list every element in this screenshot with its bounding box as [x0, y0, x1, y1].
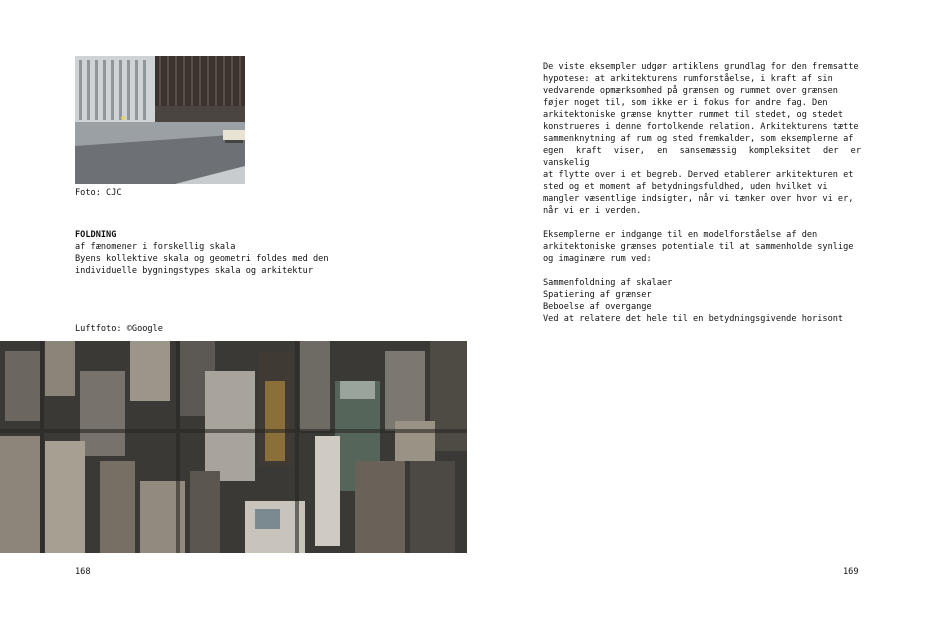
text-line: sted og et moment af betydningsfuldhed, uden hvilket vi [543, 182, 828, 192]
list-item: Sammenfoldning af skalaer [543, 278, 673, 288]
list-item: Ved at relatere det hele til en betydningsgivende horisont [543, 314, 844, 324]
section-subheading: af fænomener i forskellig skala [75, 242, 236, 252]
text-line: egen kraft viser, en sansemæssig kompleksitet der er vanskelig [543, 146, 861, 168]
list-item: Beboelse af overgange [543, 302, 652, 312]
aerial-photo [0, 341, 467, 553]
text-line: og imaginære rum ved: [543, 254, 652, 264]
text-line: arkitektoniske grænse knytter rummet til stedet, og stedet [543, 110, 844, 120]
section-heading: FOLDNING [75, 230, 117, 240]
folding-section [75, 229, 375, 277]
street-photo [75, 56, 245, 184]
text-line: føjer noget til, som ikke er i fokus for andre fag. Den [543, 98, 828, 108]
page-number-left: 168 [75, 567, 91, 577]
list [543, 277, 861, 325]
photo-caption: Foto: CJC [75, 188, 122, 198]
aerial-caption: Luftfoto: ©Google [75, 324, 163, 334]
text-line: at flytte over i et begreb. Derved etablerer arkitekturen et [543, 170, 854, 180]
text-line: hypotese: at arkitekturens rumforståelse, i kraft af sin [543, 74, 833, 84]
list-item: Spatiering af grænser [543, 290, 652, 300]
body-text [543, 61, 861, 325]
text-line: når vi er i verden. [543, 206, 642, 216]
paragraph-1 [543, 61, 861, 217]
section-text-line: individuelle bygningstypes skala og arkitektur [75, 266, 313, 276]
section-text-line: Byens kollektive skala og geometri foldes med den [75, 254, 329, 264]
text-line: sammenknytning af rum og sted fremkalder, som eksemplerne af [543, 134, 854, 144]
page-number-right: 169 [843, 567, 859, 577]
text-line: Eksemplerne er indgange til en modelforståelse af den [543, 230, 818, 240]
text-line: mangler væsentlige indsigter, når vi tænker over hvor vi er, [543, 194, 854, 204]
text-line: De viste eksempler udgør artiklens grundlag for den fremsatte [543, 62, 859, 72]
paragraph-2 [543, 229, 861, 265]
text-line: arkitektoniske grænses potentiale til at sammenholde synlige [543, 242, 854, 252]
text-line: konstrueres i denne fortolkende relation. Arkitekturens tætte [543, 122, 859, 132]
text-line: vedvarende opmærksomhed på grænsen og rummet over grænsen [543, 86, 838, 96]
